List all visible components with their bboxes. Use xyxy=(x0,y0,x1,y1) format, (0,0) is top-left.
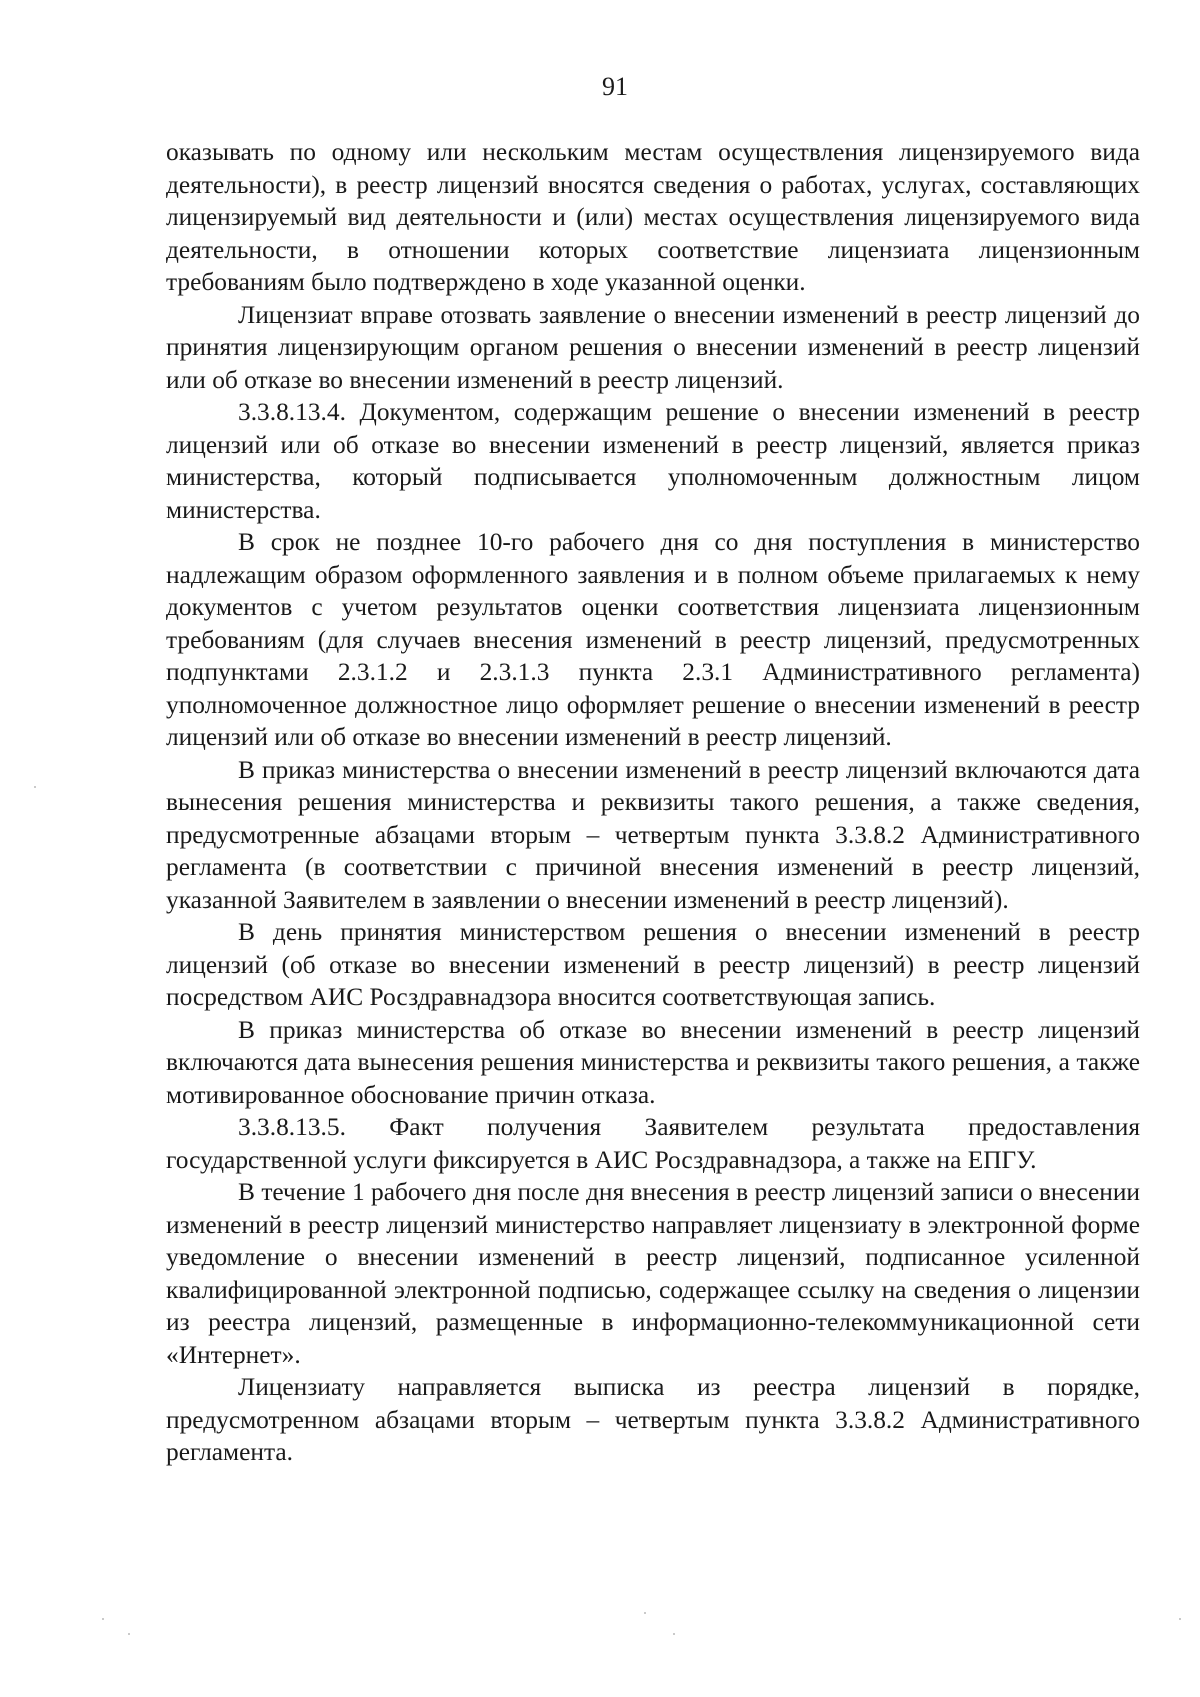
paragraph-refusal-order: В приказ министерства об отказе во внесении изменений в реестр лицензий включаются дата вынесения решения министерства и реквизиты такого решения, а также мотивированное обоснование причин отказа. xyxy=(166,1015,1140,1109)
paragraph-notification: В течение 1 рабочего дня после дня внесения в реестр лицензий записи о внесении изменений в реестр лицензий министерство направляет лицензиату в электронной форме уведомление о внесении изменений в реестр лицензий, подписанное усиленной квалифицированной электронной подписью, содержащее ссылку на сведения о лицензии из реестра лицензий, размещенные в информационно-телекоммуникационной сети «Интернет». xyxy=(166,1178,1140,1369)
scan-speck xyxy=(1179,1618,1181,1620)
scan-speck xyxy=(673,1633,675,1635)
paragraph-order-contents: В приказ министерства о внесении изменений в реестр лицензий включаются дата вынесения решения министерства и реквизиты такого решения, а также сведения, предусмотренные абзацами вторым – четвертым пункта 3.3.8.2 Административного регламента (в соответствии с причиной внесения изменений в реестр лицензий, указанной Заявителем в заявлении о внесении изменений в реестр лицензий). xyxy=(166,755,1140,914)
paragraph-withdraw-application: Лицензиат вправе отозвать заявление о внесении изменений в реестр лицензий до принятия лицензирующим органом решения о внесении изменений в реестр лицензий или об отказе во внесении изменений в реестр лицензий. xyxy=(166,300,1140,394)
scan-speck xyxy=(128,1633,130,1635)
scan-speck xyxy=(34,786,36,788)
scan-speck xyxy=(102,1618,104,1620)
document-body xyxy=(166,136,1140,1469)
paragraph-continuation: оказывать по одному или нескольким местам осуществления лицензируемого вида деятельности), в реестр лицензий вносятся сведения о работах, услугах, составляющих лицензируемый вид деятельности и (или) местах осуществления лицензируемого вида деятельности, в отношении которых соответствие лицензиата лицензионным требованиям было подтверждено в ходе указанной оценки. xyxy=(166,138,1140,296)
scan-speck xyxy=(644,1612,646,1614)
paragraph-registry-entry: В день принятия министерством решения о внесении изменений в реестр лицензий (об отказе во внесении изменений в реестр лицензий) в реестр лицензий посредством АИС Росздравнадзора вносится соответствующая запись. xyxy=(166,918,1140,1011)
paragraph-3-3-8-13-5: 3.3.8.13.5. Факт получения Заявителем результата предоставления государственной услуги фиксируется в АИС Росздравнадзора, а также на ЕПГУ. xyxy=(166,1113,1140,1174)
paragraph-deadline: В срок не позднее 10-го рабочего дня со дня поступления в министерство надлежащим образом оформленного заявления и в полном объеме прилагаемых к нему документов с учетом результатов оценки соответствия лицензиата лицензионным требованиям (для случаев внесения изменений в реестр лицензий, предусмотренных подпунктами 2.3.1.2 и 2.3.1.3 пункта 2.3.1 Административного регламента) уполномоченное должностное лицо оформляет решение о внесении изменений в реестр лицензий или об отказе во внесении изменений в реестр лицензий. xyxy=(166,528,1140,751)
page-number: 91 xyxy=(602,72,628,101)
paragraph-3-3-8-13-4: 3.3.8.13.4. Документом, содержащим решение о внесении изменений в реестр лицензий или об отказе во внесении изменений в реестр лицензий, является приказ министерства, который подписывается уполномоченным должностным лицом министерства. xyxy=(166,398,1140,524)
paragraph-extract: Лицензиату направляется выписка из реестра лицензий в порядке, предусмотренном абзацами вторым – четвертым пункта 3.3.8.2 Административного регламента. xyxy=(166,1373,1140,1466)
